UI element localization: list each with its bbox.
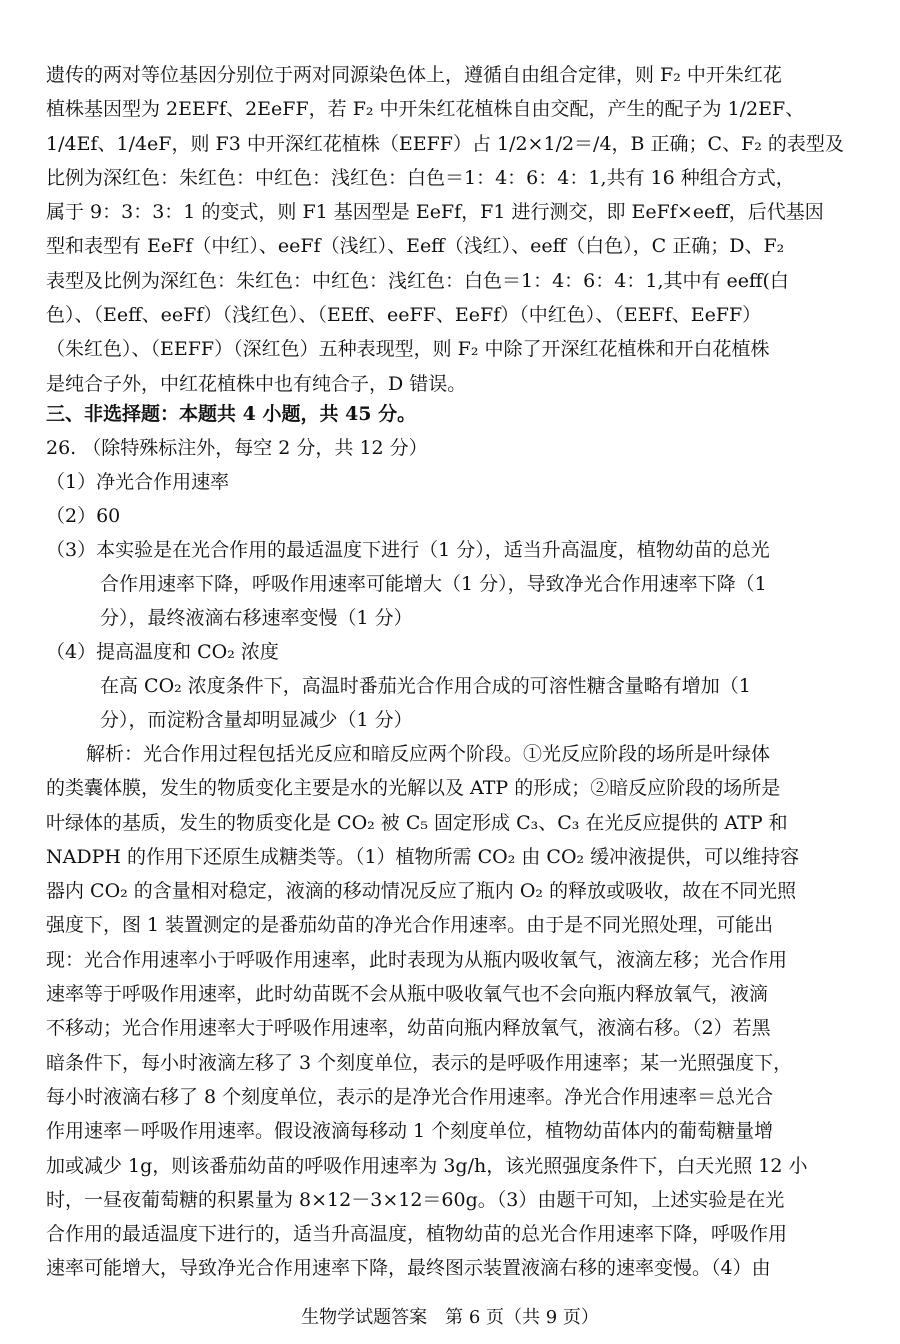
text-line: 比例为深红色：朱红色：中红色：浅红色：白色＝1：4：6：4：1,共有 16 种组合方式， (46, 166, 795, 189)
page-footer: 生物学试题答案 第 6 页（共 9 页） (301, 1307, 599, 1328)
answer-2: （2）60 (46, 505, 121, 527)
text-line: 强度下，图 1 装置测定的是番茄幼苗的净光合作用速率。由于是不同光照处理，可能出 (46, 914, 774, 937)
text-line: 植株基因型为 2EEFf、2EeFF，若 F₂ 中开朱红花植株自由交配，产生的配子为 1/2EF、 (46, 98, 805, 121)
text-line: 速率等于呼吸作用速率，此时幼苗既不会从瓶中吸收氧气也不会向瓶内释放氧气，液滴 (46, 983, 769, 1006)
text-line: 不移动；光合作用速率大于呼吸作用速率，幼苗向瓶内释放氧气，液滴右移。（2）若黑 (46, 1017, 771, 1040)
answer-3-line: （3）本实验是在光合作用的最适温度下进行（1 分），适当升高温度，植物幼苗的总光 (46, 539, 770, 561)
text-line: 叶绿体的基质，发生的物质变化是 CO₂ 被 C₅ 固定形成 C₃、C₃ 在光反应提供的 ATP 和 (46, 811, 788, 834)
answer-4-line: （4）提高温度和 CO₂ 浓度 (46, 641, 279, 663)
text-line: 1/4Ef、1/4eF，则 F3 中开深红花植株（EEFF）占 1/2×1/2＝/4，B 正确；C、F₂ 的表型及 (46, 132, 844, 155)
text-line: 速率可能增大，导致净光合作用速率下降，最终图示装置液滴右移的速率变慢。（4）由 (46, 1257, 771, 1280)
text-line: （朱红色）、（EEFF）（深红色）五种表现型，则 F₂ 中除了开深红花植株和开白花植株 (46, 338, 770, 361)
section-title: 三、非选择题：本题共 4 小题，共 45 分。 (46, 403, 417, 425)
text-line: 表型及比例为深红色：朱红色：中红色：浅红色：白色＝1：4：6：4：1,其中有 eeff(白 (46, 269, 789, 292)
text-line: NADPH 的作用下还原生成糖类等。（1）植物所需 CO₂ 由 CO₂ 缓冲液提供，可以维持容 (46, 845, 800, 868)
answer-4-line: 在高 CO₂ 浓度条件下，高温时番茄光合作用合成的可溶性糖含量略有增加（1 (100, 675, 751, 697)
text-line: 时，一昼夜葡萄糖的积累量为 8×12－3×12＝60g。（3）由题干可知，上述实验是在光 (46, 1188, 785, 1211)
text-line: 加或减少 1g，则该番茄幼苗的呼吸作用速率为 3g/h，该光照强度条件下，白天光照 12 小 (46, 1154, 808, 1177)
text-line: 合作用的最适温度下进行的，适当升高温度，植物幼苗的总光合作用速率下降，呼吸作用 (46, 1223, 788, 1246)
text-line: 型和表型有 EeFf（中红）、eeFf（浅红）、Eeff（浅红）、eeff（白色），C 正确；D、F₂ (46, 235, 785, 258)
question-26-header: 26. （除特殊标注外，每空 2 分，共 12 分） (46, 437, 428, 459)
text-line: 属于 9：3：3：1 的变式，则 F1 基因型是 EeFf，F1 进行测交，即 EeFf×eeff，后代基因 (46, 201, 824, 224)
analysis-paragraph (46, 737, 852, 1286)
text-line: 的类囊体膜，发生的物质变化主要是水的光解以及 ATP 的形成；②暗反应阶段的场所是 (46, 777, 781, 800)
text-line: 色）、（Eeff、eeFf）（浅红色）、（EEff、eeFF、EeFf）（中红色）、（EEFf、EeFF） (46, 304, 762, 327)
text-line: 器内 CO₂ 的含量相对稳定，液滴的移动情况反应了瓶内 O₂ 的释放或吸收，故在不同光照 (46, 880, 797, 903)
text-line: 遗传的两对等位基因分别位于两对同源染色体上，遵循自由组合定律，则 F₂ 中开朱红花 (46, 64, 782, 86)
answer-1: （1）净光合作用速率 (46, 471, 230, 493)
answer-3-line: 合作用速率下降，呼吸作用速率可能增大（1 分），导致净光合作用速率下降（1 (100, 573, 767, 595)
text-line: 暗条件下，每小时液滴左移了 3 个刻度单位，表示的是呼吸作用速率；某一光照强度下， (46, 1051, 793, 1074)
text-line: 解析：光合作用过程包括光反应和暗反应两个阶段。①光反应阶段的场所是叶绿体 (86, 743, 771, 765)
text-line: 现：光合作用速率小于呼吸作用速率，此时表现为从瓶内吸收氧气，液滴左移；光合作用 (46, 948, 788, 971)
text-line: 每小时液滴右移了 8 个刻度单位，表示的是净光合作用速率。净光合作用速率＝总光合 (46, 1085, 774, 1108)
genetics-paragraph (46, 58, 852, 401)
text-line: 是纯合子外，中红花植株中也有纯合子，D 错误。 (46, 372, 467, 395)
answer-3-line: 分），最终液滴右移速率变慢（1 分） (100, 607, 413, 629)
text-line: 作用速率－呼吸作用速率。假设液滴每移动 1 个刻度单位，植物幼苗体内的葡萄糖量增 (46, 1120, 774, 1143)
answer-4-line: 分），而淀粉含量却明显减少（1 分） (100, 709, 413, 731)
